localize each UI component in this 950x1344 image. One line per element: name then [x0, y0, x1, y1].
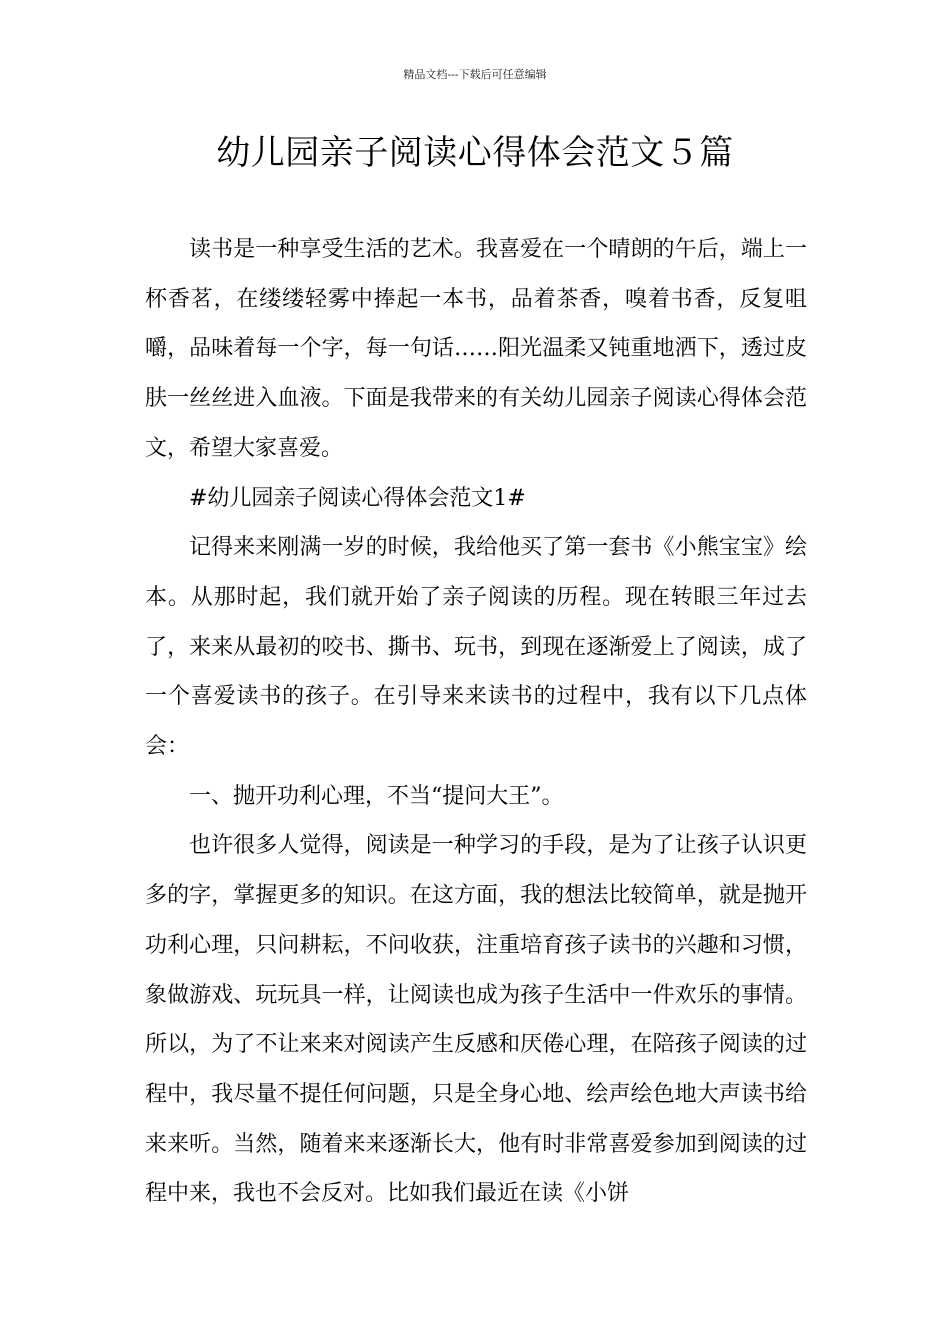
document-title: 幼儿园亲子阅读心得体会范文５篇: [216, 133, 734, 173]
section-heading: #幼儿园亲子阅读心得体会范文1#: [189, 485, 526, 511]
header-note: 精品文档---下载后可任意编辑: [403, 68, 547, 81]
point-heading: 一、抛开功利心理，不当“提问大王”。: [189, 783, 564, 809]
document-body: [145, 225, 807, 1219]
body-paragraph: 也许很多人觉得，阅读是一种学习的手段，是为了让孩子认识更多的字，掌握更多的知识。在这方面，我的想法比较简单，就是抛开功利心理，只问耕耘，不问收获，注重培育孩子读书的兴趣和习惯，象做游戏、玩玩具一样，让阅读也成为孩子生活中一件欢乐的事情。所以，为了不让来来对阅读产生反感和厌倦心理，在陪孩子阅读的过程中，我尽量不提任何问题，只是全身心地、绘声绘色地大声读书给来来听。当然，随着来来逐渐长大，他有时非常喜爱参加到阅读的过程中来，我也不会反对。比如我们最近在读《小饼: [145, 833, 807, 1207]
intro-paragraph: 读书是一种享受生活的艺术。我喜爱在一个晴朗的午后，端上一杯香茗，在缕缕轻雾中捧起一本书，品着茶香，嗅着书香，反复咀嚼，品味着每一个字，每一句话……阳光温柔又钝重地洒下，透过皮肤一丝丝进入血液。下面是我带来的有关幼儿园亲子阅读心得体会范文，希望大家喜爱。: [145, 237, 807, 461]
body-paragraph: 记得来来刚满一岁的时候，我给他买了第一套书《小熊宝宝》绘本。从那时起，我们就开始了亲子阅读的历程。现在转眼三年过去了，来来从最初的咬书、撕书、玩书，到现在逐渐爱上了阅读，成了一个喜爱读书的孩子。在引导来来读书的过程中，我有以下几点体会：: [145, 535, 807, 760]
